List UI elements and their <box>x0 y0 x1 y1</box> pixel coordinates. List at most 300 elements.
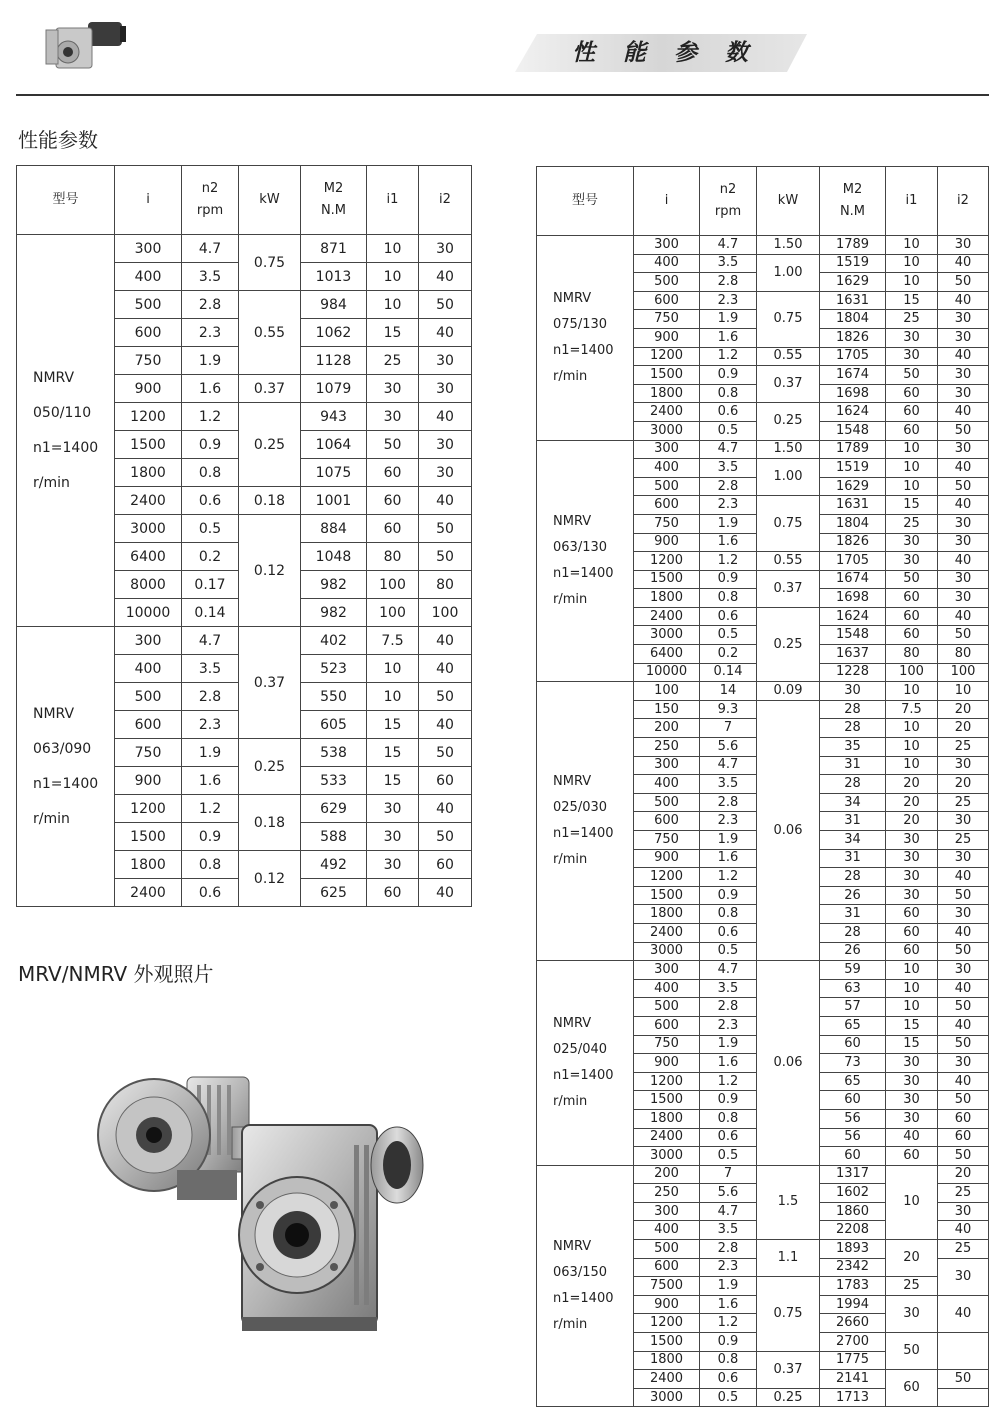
model-cell <box>17 627 115 907</box>
ratio-cell: 750 <box>634 831 700 850</box>
kw-cell: 1.00 <box>757 254 820 291</box>
i1-cell: 60 <box>367 487 419 515</box>
n2-cell: 1.9 <box>182 347 239 375</box>
m2-cell: 1624 <box>820 403 886 422</box>
i2-cell: 40 <box>419 655 472 683</box>
i2-cell: 20 <box>938 1165 989 1184</box>
m2-cell: 1637 <box>820 645 886 664</box>
kw-cell: 0.09 <box>757 682 820 701</box>
i1-cell: 30 <box>367 823 419 851</box>
n2-cell: 0.8 <box>182 851 239 879</box>
n2-cell: 2.3 <box>700 496 757 515</box>
model-line: NMRV <box>553 774 592 790</box>
model-line: 075/130 <box>553 316 608 332</box>
m2-cell: 28 <box>820 775 886 794</box>
ratio-cell: 500 <box>634 477 700 496</box>
model-cell <box>537 236 634 441</box>
n2-cell: 0.14 <box>182 599 239 627</box>
ratio-cell: 400 <box>115 655 182 683</box>
table-row <box>537 236 989 255</box>
n2-cell: 4.7 <box>700 961 757 980</box>
n2-cell: 4.7 <box>700 236 757 255</box>
i2-cell: 25 <box>938 1184 989 1203</box>
i2-cell: 30 <box>938 440 989 459</box>
i1-cell: 30 <box>367 403 419 431</box>
ratio-cell: 8000 <box>115 571 182 599</box>
i2-cell: 50 <box>419 291 472 319</box>
ratio-cell: 1200 <box>634 347 700 366</box>
i1-cell: 30 <box>367 851 419 879</box>
model-line: r/min <box>553 1093 588 1109</box>
i2-cell: 30 <box>938 756 989 775</box>
i2-cell: 25 <box>938 793 989 812</box>
i2-cell: 30 <box>419 431 472 459</box>
model-line: n1=1400 <box>553 1067 614 1083</box>
m2-cell: 2208 <box>820 1221 886 1240</box>
table-row <box>17 627 472 655</box>
ratio-cell: 1800 <box>115 851 182 879</box>
model-line: NMRV <box>553 290 592 306</box>
i2-cell: 40 <box>938 1016 989 1035</box>
m2-cell: 1631 <box>820 496 886 515</box>
n2-cell: 0.14 <box>700 663 757 682</box>
i2-cell: 40 <box>419 795 472 823</box>
n2-cell: 0.8 <box>182 459 239 487</box>
m2-cell: 1783 <box>820 1277 886 1296</box>
m2-cell: 1674 <box>820 570 886 589</box>
i1-cell: 15 <box>367 711 419 739</box>
m2-cell: 1674 <box>820 366 886 385</box>
header-ratio: i <box>634 167 700 236</box>
header-kw: kW <box>239 166 301 235</box>
m2-cell: 30 <box>820 682 886 701</box>
n2-cell: 5.6 <box>700 1184 757 1203</box>
n2-cell: 0.5 <box>700 626 757 645</box>
n2-cell: 1.6 <box>700 849 757 868</box>
i1-cell: 60 <box>886 403 938 422</box>
i2-cell: 20 <box>938 719 989 738</box>
n2-cell: 1.6 <box>700 1295 757 1314</box>
ratio-cell: 300 <box>115 235 182 263</box>
i1-cell: 15 <box>367 739 419 767</box>
m2-cell: 1705 <box>820 552 886 571</box>
i1-cell: 10 <box>886 998 938 1017</box>
i2-cell: 40 <box>938 403 989 422</box>
i2-cell: 60 <box>938 1109 989 1128</box>
m2-cell: 1789 <box>820 440 886 459</box>
header-title: 性 能 参 数 <box>571 40 759 66</box>
kw-cell: 1.00 <box>757 459 820 496</box>
m2-cell: 605 <box>301 711 367 739</box>
ratio-cell: 1500 <box>634 366 700 385</box>
m2-cell: 1629 <box>820 273 886 292</box>
i2-cell: 50 <box>938 626 989 645</box>
i1-cell: 10 <box>367 683 419 711</box>
n2-cell: 2.8 <box>700 998 757 1017</box>
i1-cell: 60 <box>886 626 938 645</box>
i1-cell: 30 <box>886 868 938 887</box>
m2-cell: 26 <box>820 886 886 905</box>
n2-cell: 1.6 <box>700 1054 757 1073</box>
ratio-cell: 750 <box>634 1035 700 1054</box>
header-i2: i2 <box>419 166 472 235</box>
i1-cell: 30 <box>886 831 938 850</box>
n2-cell: 0.9 <box>700 886 757 905</box>
n2-cell: 3.5 <box>700 254 757 273</box>
i1-cell: 60 <box>367 879 419 907</box>
header-model: 型号 <box>17 166 115 235</box>
model-line: n1=1400 <box>553 565 614 581</box>
ratio-cell: 400 <box>634 979 700 998</box>
m2-cell: 884 <box>301 515 367 543</box>
i2-cell: 50 <box>419 515 472 543</box>
performance-table-right <box>536 166 989 1407</box>
n2-cell: 0.5 <box>700 942 757 961</box>
ratio-cell: 300 <box>634 440 700 459</box>
n2-cell: 14 <box>700 682 757 701</box>
m2-cell: 1698 <box>820 589 886 608</box>
m2-cell: 1548 <box>820 626 886 645</box>
m2-cell: 35 <box>820 738 886 757</box>
m2-cell: 871 <box>301 235 367 263</box>
n2-cell: 1.2 <box>700 868 757 887</box>
i2-cell: 40 <box>938 552 989 571</box>
m2-cell: 1548 <box>820 421 886 440</box>
i2-cell: 25 <box>938 831 989 850</box>
m2-cell: 34 <box>820 793 886 812</box>
i2-cell: 30 <box>938 236 989 255</box>
i2-cell: 30 <box>419 459 472 487</box>
n2-cell: 2.8 <box>182 291 239 319</box>
n2-cell: 0.17 <box>182 571 239 599</box>
m2-cell: 492 <box>301 851 367 879</box>
m2-cell: 57 <box>820 998 886 1017</box>
m2-cell: 26 <box>820 942 886 961</box>
n2-cell: 0.6 <box>700 403 757 422</box>
kw-cell: 0.75 <box>239 235 301 291</box>
m2-cell: 28 <box>820 923 886 942</box>
ratio-cell: 100 <box>634 682 700 701</box>
n2-cell: 1.9 <box>700 1277 757 1296</box>
ratio-cell: 1800 <box>634 1351 700 1370</box>
i1-cell: 10 <box>886 477 938 496</box>
i2-cell: 40 <box>419 487 472 515</box>
n2-cell: 4.7 <box>182 235 239 263</box>
ratio-cell: 200 <box>634 719 700 738</box>
n2-cell: 1.2 <box>182 795 239 823</box>
i2-cell: 40 <box>938 1295 989 1332</box>
i2-cell: 50 <box>938 477 989 496</box>
m2-cell: 60 <box>820 1035 886 1054</box>
i2-cell: 40 <box>938 1072 989 1091</box>
i2-cell: 20 <box>938 700 989 719</box>
model-line: 063/130 <box>553 539 608 555</box>
gearbox-product-photo <box>92 1055 444 1350</box>
i1-cell: 30 <box>886 849 938 868</box>
m2-cell: 982 <box>301 571 367 599</box>
i1-cell: 60 <box>886 421 938 440</box>
n2-cell: 2.3 <box>182 711 239 739</box>
n2-cell: 1.6 <box>700 328 757 347</box>
ratio-cell: 3000 <box>634 1147 700 1166</box>
i2-cell: 30 <box>938 1054 989 1073</box>
ratio-cell: 1500 <box>634 1333 700 1352</box>
n2-cell: 7 <box>700 1165 757 1184</box>
kw-cell: 0.37 <box>757 570 820 607</box>
m2-cell: 28 <box>820 868 886 887</box>
i1-cell: 10 <box>886 254 938 273</box>
i1-cell: 25 <box>886 514 938 533</box>
model-line: n1=1400 <box>33 775 99 792</box>
m2-cell: 60 <box>820 1091 886 1110</box>
m2-cell: 629 <box>301 795 367 823</box>
ratio-cell: 2400 <box>634 923 700 942</box>
kw-cell: 0.37 <box>757 366 820 403</box>
kw-cell: 0.55 <box>757 347 820 366</box>
m2-cell: 1713 <box>820 1388 886 1407</box>
m2-cell: 943 <box>301 403 367 431</box>
ratio-cell: 500 <box>634 1240 700 1259</box>
m2-cell: 625 <box>301 879 367 907</box>
i2-cell: 50 <box>938 273 989 292</box>
kw-cell: 0.75 <box>757 291 820 347</box>
m2-cell: 1079 <box>301 375 367 403</box>
i1-cell: 10 <box>886 719 938 738</box>
i2-cell: 40 <box>938 607 989 626</box>
i1-cell: 60 <box>886 905 938 924</box>
m2-cell: 1062 <box>301 319 367 347</box>
ratio-cell: 900 <box>634 328 700 347</box>
ratio-cell: 3000 <box>634 626 700 645</box>
ratio-cell: 400 <box>115 263 182 291</box>
ratio-cell: 900 <box>634 1295 700 1314</box>
ratio-cell: 400 <box>634 459 700 478</box>
i2-cell: 30 <box>938 514 989 533</box>
m2-cell: 982 <box>301 599 367 627</box>
i2-cell: 40 <box>938 979 989 998</box>
ratio-cell: 1500 <box>634 886 700 905</box>
m2-cell: 2141 <box>820 1370 886 1389</box>
i2-cell: 30 <box>419 375 472 403</box>
ratio-cell: 1800 <box>115 459 182 487</box>
model-line: NMRV <box>33 369 75 386</box>
m2-cell: 31 <box>820 756 886 775</box>
m2-cell: 1698 <box>820 384 886 403</box>
m2-cell: 1128 <box>301 347 367 375</box>
i1-cell: 15 <box>367 319 419 347</box>
model-line: n1=1400 <box>553 1291 614 1307</box>
i2-cell: 50 <box>938 1370 989 1389</box>
i2-cell: 40 <box>938 1221 989 1240</box>
i1-cell: 30 <box>886 886 938 905</box>
i2-cell: 40 <box>938 868 989 887</box>
ratio-cell: 300 <box>634 756 700 775</box>
i2-cell: 20 <box>938 775 989 794</box>
i2-cell: 30 <box>938 366 989 385</box>
ratio-cell: 600 <box>115 711 182 739</box>
ratio-cell: 500 <box>115 683 182 711</box>
i1-cell: 20 <box>886 793 938 812</box>
i2-cell: 40 <box>938 459 989 478</box>
n2-cell: 0.2 <box>182 543 239 571</box>
model-line: 063/090 <box>33 740 92 757</box>
i2-cell: 100 <box>938 663 989 682</box>
n2-cell: 0.6 <box>700 1128 757 1147</box>
m2-cell: 538 <box>301 739 367 767</box>
ratio-cell: 10000 <box>115 599 182 627</box>
model-cell <box>537 440 634 682</box>
i2-cell: 50 <box>419 683 472 711</box>
ratio-cell: 1200 <box>115 403 182 431</box>
i1-cell: 10 <box>886 738 938 757</box>
kw-cell: 0.18 <box>239 795 301 851</box>
ratio-cell: 2400 <box>115 879 182 907</box>
n2-cell: 1.2 <box>700 552 757 571</box>
m2-cell: 1064 <box>301 431 367 459</box>
n2-cell: 3.5 <box>700 459 757 478</box>
n2-cell: 2.8 <box>700 793 757 812</box>
model-line: r/min <box>33 810 70 827</box>
i1-cell: 10 <box>367 291 419 319</box>
m2-cell: 533 <box>301 767 367 795</box>
n2-cell: 1.6 <box>182 375 239 403</box>
i2-cell: 40 <box>419 319 472 347</box>
i1-cell: 50 <box>886 570 938 589</box>
ratio-cell: 2400 <box>634 403 700 422</box>
i1-cell: 10 <box>886 756 938 775</box>
kw-cell: 0.06 <box>757 961 820 1166</box>
i1-cell: 30 <box>886 1109 938 1128</box>
i2-cell <box>938 1333 989 1370</box>
m2-cell: 1860 <box>820 1202 886 1221</box>
n2-cell: 2.3 <box>700 291 757 310</box>
ratio-cell: 200 <box>634 1165 700 1184</box>
kw-cell: 0.18 <box>239 487 301 515</box>
m2-cell: 1075 <box>301 459 367 487</box>
ratio-cell: 600 <box>634 812 700 831</box>
i1-cell: 30 <box>886 1054 938 1073</box>
n2-cell: 1.6 <box>182 767 239 795</box>
n2-cell: 3.5 <box>700 1221 757 1240</box>
model-line: NMRV <box>553 513 592 529</box>
ratio-cell: 250 <box>634 738 700 757</box>
i1-cell: 10 <box>886 236 938 255</box>
ratio-cell: 300 <box>634 1202 700 1221</box>
model-line: 025/040 <box>553 1041 608 1057</box>
n2-cell: 0.6 <box>700 607 757 626</box>
i2-cell: 50 <box>419 543 472 571</box>
m2-cell: 1519 <box>820 459 886 478</box>
n2-cell: 2.8 <box>700 273 757 292</box>
n2-cell: 3.5 <box>700 775 757 794</box>
ratio-cell: 500 <box>115 291 182 319</box>
kw-cell: 0.37 <box>757 1351 820 1388</box>
i2-cell: 100 <box>419 599 472 627</box>
ratio-cell: 900 <box>634 533 700 552</box>
model-cell <box>537 1165 634 1407</box>
ratio-cell: 900 <box>115 767 182 795</box>
header-m2: M2 N.M <box>301 166 367 235</box>
n2-cell: 4.7 <box>700 1202 757 1221</box>
i1-cell: 10 <box>886 682 938 701</box>
ratio-cell: 400 <box>634 254 700 273</box>
ratio-cell: 600 <box>634 291 700 310</box>
kw-cell: 0.12 <box>239 851 301 907</box>
ratio-cell: 600 <box>115 319 182 347</box>
ratio-cell: 1800 <box>634 384 700 403</box>
kw-cell: 0.12 <box>239 515 301 627</box>
header-i1: i1 <box>367 166 419 235</box>
m2-cell: 31 <box>820 812 886 831</box>
i1-cell: 7.5 <box>886 700 938 719</box>
i2-cell: 30 <box>938 328 989 347</box>
ratio-cell: 2400 <box>115 487 182 515</box>
m2-cell: 2660 <box>820 1314 886 1333</box>
i2-cell: 40 <box>419 403 472 431</box>
m2-cell: 550 <box>301 683 367 711</box>
ratio-cell: 600 <box>634 496 700 515</box>
kw-cell: 0.75 <box>757 496 820 552</box>
m2-cell: 1629 <box>820 477 886 496</box>
n2-cell: 4.7 <box>182 627 239 655</box>
ratio-cell: 3000 <box>115 515 182 543</box>
ratio-cell: 1500 <box>115 431 182 459</box>
i2-cell: 10 <box>938 682 989 701</box>
i2-cell: 40 <box>938 254 989 273</box>
i2-cell: 30 <box>419 235 472 263</box>
ratio-cell: 1800 <box>634 589 700 608</box>
kw-cell: 0.25 <box>239 403 301 487</box>
m2-cell: 73 <box>820 1054 886 1073</box>
model-line: n1=1400 <box>553 342 614 358</box>
m2-cell: 56 <box>820 1109 886 1128</box>
n2-cell: 1.2 <box>700 1314 757 1333</box>
i2-cell: 25 <box>938 738 989 757</box>
n2-cell: 0.9 <box>700 570 757 589</box>
n2-cell: 0.8 <box>700 384 757 403</box>
i2-cell <box>938 1388 989 1407</box>
i1-cell: 10 <box>367 235 419 263</box>
i1-cell: 30 <box>886 533 938 552</box>
m2-cell: 59 <box>820 961 886 980</box>
m2-cell: 1228 <box>820 663 886 682</box>
i1-cell: 7.5 <box>367 627 419 655</box>
m2-cell: 588 <box>301 823 367 851</box>
n2-cell: 0.8 <box>700 1351 757 1370</box>
ratio-cell: 400 <box>634 1221 700 1240</box>
i1-cell: 80 <box>886 645 938 664</box>
ratio-cell: 600 <box>634 1016 700 1035</box>
model-line: r/min <box>553 1317 588 1333</box>
n2-cell: 2.3 <box>700 1258 757 1277</box>
i1-cell: 10 <box>886 961 938 980</box>
n2-cell: 0.6 <box>182 879 239 907</box>
ratio-cell: 1200 <box>115 795 182 823</box>
m2-cell: 2342 <box>820 1258 886 1277</box>
i2-cell: 50 <box>938 998 989 1017</box>
model-line: r/min <box>553 852 588 868</box>
i1-cell: 30 <box>367 375 419 403</box>
i2-cell: 30 <box>938 849 989 868</box>
m2-cell: 523 <box>301 655 367 683</box>
i1-cell: 30 <box>886 1091 938 1110</box>
header-ratio: i <box>115 166 182 235</box>
ratio-cell: 500 <box>634 273 700 292</box>
i2-cell: 50 <box>938 1091 989 1110</box>
header-kw: kW <box>757 167 820 236</box>
n2-cell: 2.3 <box>700 812 757 831</box>
n2-cell: 2.3 <box>700 1016 757 1035</box>
